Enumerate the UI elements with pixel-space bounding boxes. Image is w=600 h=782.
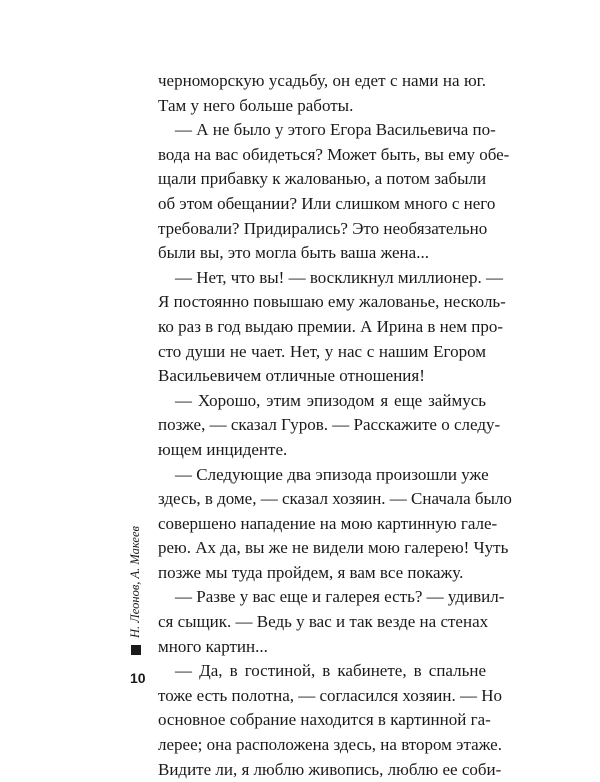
text-line: Васильевичем отличные отношения! — [158, 366, 425, 386]
text-line: рею. Ах да, вы же не видели мою галерею! Чуть — [158, 538, 509, 558]
text-line: — Да, в гостиной, в кабинете, в спальне — [175, 661, 486, 681]
text-line: — Следующие два эпизода произошли уже — [175, 464, 489, 484]
running-head-authors: Н. Леонов, А. Макеев — [128, 526, 142, 638]
square-marker-icon — [131, 645, 141, 655]
text-line: Видите ли, я люблю живопись, люблю ее соби- — [158, 759, 502, 779]
text-line: щали прибавку к жалованью, а потом забыли — [158, 169, 487, 189]
text-line: здесь, в доме, — сказал хозяин. — Сначала было — [158, 489, 512, 509]
page-number: 10 — [130, 670, 146, 686]
text-line: ющем инциденте. — [158, 439, 288, 459]
text-line: — Разве у вас еще и галерея есть? — удивил- — [175, 587, 505, 607]
text-line: вода на вас обидеться? Может быть, вы ему обе- — [158, 144, 510, 164]
text-line: ся сыщик. — Ведь у вас и так везде на стенах — [158, 612, 489, 632]
text-line: позже мы туда пройдем, я вам все покажу. — [158, 562, 464, 582]
text-line: были вы, это могла быть ваша жена... — [158, 243, 429, 263]
text-line: черноморскую усадьбу, он едет с нами на юг. — [158, 71, 486, 90]
text-line: основное собрание находится в картинной га- — [158, 710, 491, 730]
text-line: — Хорошо, этим эпизодом я еще займусь — [175, 390, 486, 410]
text-line: совершено нападение на мою картинную гале- — [158, 513, 498, 533]
text-line: позже, — сказал Гуров. — Расскажите о следу- — [158, 415, 501, 435]
text-line: об этом обещании? Или слишком много с него — [158, 193, 496, 213]
text-line: требовали? Придирались? Это необязательно — [158, 218, 488, 238]
body-text — [158, 69, 512, 782]
text-line: Я постоянно повышаю ему жалованье, несколь- — [158, 292, 506, 312]
text-line: сто души не чает. Нет, у нас с нашим Егором — [158, 341, 486, 361]
text-line: ко раз в год выдаю премии. А Ирина в нем про- — [158, 316, 504, 336]
text-line: лерее; она расположена здесь, на втором этаже. — [158, 735, 502, 755]
text-line: — А не было у этого Егора Васильевича по- — [175, 120, 496, 140]
text-line: много картин... — [158, 636, 268, 656]
text-line: Там у него больше работы. — [158, 95, 354, 115]
text-line: тоже есть полотна, — согласился хозяин. — Но — [158, 685, 503, 705]
text-line: — Нет, что вы! — воскликнул миллионер. — — [175, 267, 503, 287]
